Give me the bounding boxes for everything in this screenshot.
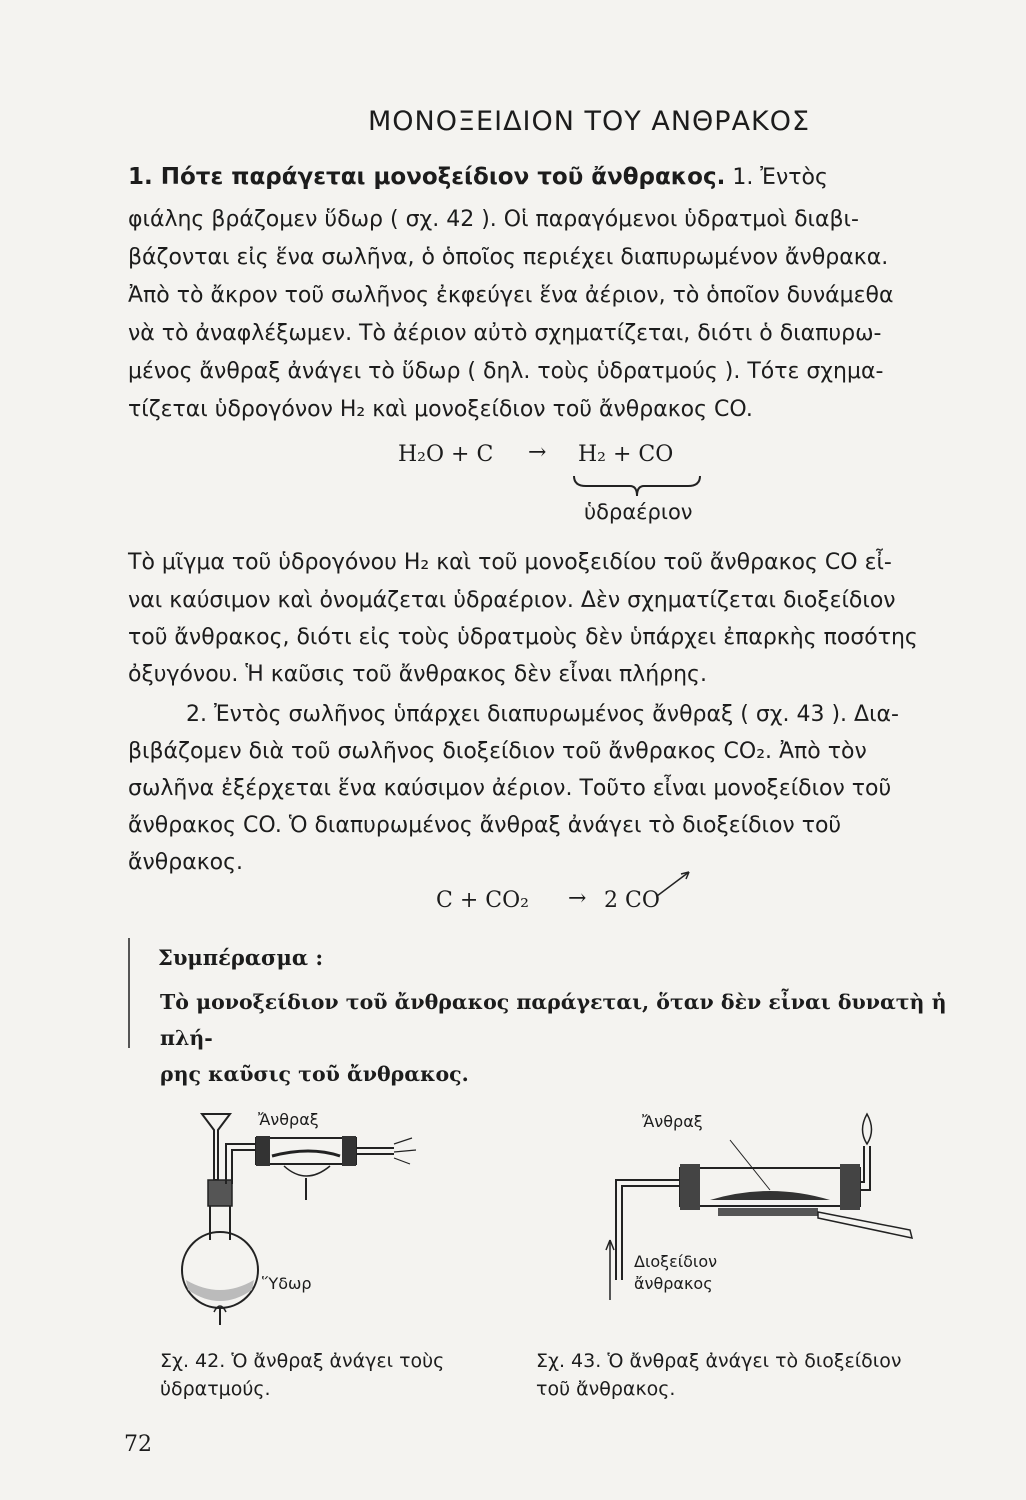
- section-1-heading: 1. Πότε παράγεται μονοξείδιον τοῦ ἄνθρακος.: [128, 164, 726, 190]
- text-line: 1. Ἐντὸς: [725, 165, 828, 190]
- equation-2-arrow: →: [568, 886, 587, 911]
- brace-label: ὑδραέριον: [584, 500, 693, 524]
- page-number: 72: [124, 1432, 152, 1457]
- figure-42-caption-line: ὑδρατμούς.: [160, 1378, 271, 1400]
- equation-1-left: H₂O + C: [398, 442, 494, 467]
- figure-42-apparatus: [180, 1100, 430, 1330]
- text-line: τοῦ ἄνθρακος, διότι εἰς τοὺς ὑδρατμοὺς δὲν ὑπάρχει ἐπαρκὴς ποσότης: [128, 625, 918, 650]
- text-line: Ἀπὸ τὸ ἄκρον τοῦ σωλῆνος ἐκφεύγει ἕνα ἀέριον, τὸ ὁποῖον δυνάμεθα: [128, 283, 894, 308]
- text-line: νὰ τὸ ἀναφλέξωμεν. Τὸ ἀέριον αὐτὸ σχηματίζεται, διότι ὁ διαπυρω-: [128, 321, 882, 346]
- equation-2-left: C + CO₂: [436, 888, 529, 913]
- equation-1-arrow: →: [528, 440, 547, 465]
- equation-1-right: H₂ + CO: [578, 442, 674, 467]
- figure-43-label-coal: Ἄνθραξ: [642, 1112, 703, 1131]
- text-line: ἄνθρακος.: [128, 850, 244, 875]
- figure-43-caption-line: τοῦ ἄνθρακος.: [536, 1378, 676, 1400]
- conclusion-line: ρης καῦσις τοῦ ἄνθρακος.: [160, 1062, 469, 1086]
- text-line: βάζονται εἰς ἕνα σωλῆνα, ὁ ὁποῖος περιέχει διαπυρωμένον ἄνθρακα.: [128, 245, 889, 270]
- text-line: Τὸ μῖγμα τοῦ ὑδρογόνου H₂ καὶ τοῦ μονοξειδίου τοῦ ἄνθρακος CO εἶ-: [128, 550, 892, 575]
- text-line: ὀξυγόνου. Ἡ καῦσις τοῦ ἄνθρακος δὲν εἶναι πλήρης.: [128, 662, 707, 687]
- text-line: ἄνθρακος CO. Ὁ διαπυρωμένος ἄνθραξ ἀνάγει τὸ διοξείδιον τοῦ: [128, 813, 842, 838]
- figure-42-label-water: Ὕδωρ: [262, 1274, 312, 1293]
- gas-escapes-arrow: [655, 868, 695, 898]
- text-line: φιάλης βράζομεν ὕδωρ ( σχ. 42 ). Οἱ παραγόμενοι ὑδρατμοὶ διαβι-: [128, 207, 859, 232]
- conclusion-text: [160, 984, 980, 1092]
- figure-42-caption-line: Σχ. 42. Ὁ ἄνθραξ ἀνάγει τοὺς: [160, 1350, 445, 1372]
- figure-43-label-co2: ἄνθρακος: [634, 1274, 713, 1293]
- figure-42-label-coal: Ἄνθραξ: [258, 1110, 319, 1129]
- section-1-paragraph: [128, 160, 978, 195]
- figure-43-caption-line: Σχ. 43. Ὁ ἄνθραξ ἀνάγει τὸ διοξείδιον: [536, 1350, 902, 1372]
- text-line: μένος ἄνθραξ ἀνάγει τὸ ὕδωρ ( δηλ. τοὺς ὑδρατμούς ). Τότε σχημα-: [128, 359, 884, 384]
- conclusion-title: Συμπέρασμα :: [158, 945, 324, 970]
- text-line: ναι καύσιμον καὶ ὀνομάζεται ὑδραέριον. Δὲν σχηματίζεται διοξείδιον: [128, 588, 896, 613]
- text-line: σωλῆνα ἐξέρχεται ἕνα καύσιμον ἀέριον. Τοῦτο εἶναι μονοξείδιον τοῦ: [128, 776, 892, 801]
- text-line: βιβάζομεν διὰ τοῦ σωλῆνος διοξείδιον τοῦ ἄνθρακος CO₂. Ἀπὸ τὸν: [128, 739, 867, 764]
- conclusion-line: Τὸ μονοξείδιον τοῦ ἄνθρακος παράγεται, ὅταν δὲν εἶναι δυνατὴ ἡ πλή-: [160, 990, 947, 1050]
- text-line: τίζεται ὑδρογόνον H₂ καὶ μονοξείδιον τοῦ ἄνθρακος CO.: [128, 397, 753, 422]
- equation-2-right: 2 CO: [604, 888, 660, 913]
- underbrace: [572, 474, 702, 498]
- chapter-header: ΜΟΝΟΞΕΙΔΙΟΝ ΤΟΥ ΑΝΘΡΑΚΟΣ: [368, 106, 811, 137]
- text-line: 2. Ἐντὸς σωλῆνος ὑπάρχει διαπυρωμένος ἄνθραξ ( σχ. 43 ). Δια-: [186, 702, 899, 727]
- figure-43-label-co2: Διοξείδιον: [634, 1252, 718, 1271]
